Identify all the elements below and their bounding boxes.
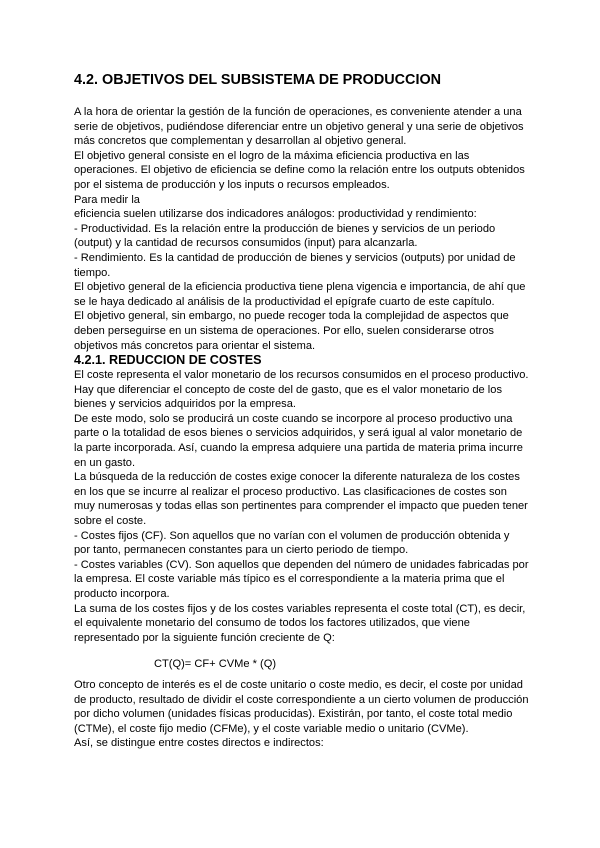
- text-line: - Costes variables (CV). Son aquellos que dependen del número de unidades fabricadas por: [74, 558, 529, 571]
- text-line: El objetivo general de la eficiencia productiva tiene plena vigencia e importancia, de ahí que: [74, 281, 526, 294]
- text-line: De este modo, solo se producirá un coste cuando se incorpore al proceso productivo una: [74, 412, 513, 425]
- text-line: - Costes fijos (CF). Son aquellos que no varían con el volumen de producción obtenida y: [74, 529, 510, 542]
- text-line: tiempo.: [74, 266, 111, 279]
- text-line: eficiencia suelen utilizarse dos indicadores análogos: productividad y rendimiento:: [74, 208, 477, 221]
- text-line: se le haya dedicado al análisis de la productividad el epígrafe cuarto de este capítulo.: [74, 295, 495, 308]
- text-line: parte o la totalidad de esos bienes o servicios adquiridos, y será igual al valor monetario de: [74, 427, 523, 440]
- subsection-title: 4.2.1. REDUCCION DE COSTES: [74, 353, 262, 368]
- text-line: bienes y servicios adquiridos por la empresa.: [74, 398, 296, 411]
- text-line: La búsqueda de la reducción de costes exige conocer la diferente naturaleza de los costes: [74, 471, 520, 484]
- text-line: por dicho volumen (unidades físicas producidas). Existirán, por tanto, el coste total medio: [74, 708, 513, 721]
- text-line: de producto, resultado de dividir el coste correspondiente a un cierto volumen de producción: [74, 693, 529, 706]
- text-line: A la hora de orientar la gestión de la función de operaciones, es conveniente atender a una: [74, 106, 522, 118]
- text-line: serie de objetivos, pudiéndose diferenciar entre un objetivo general y una serie de objetivos: [74, 120, 524, 133]
- text-line: producto incorpora.: [74, 588, 170, 600]
- text-line: objetivos más concretos para orientar el sistema.: [74, 339, 316, 352]
- text-line: sobre el coste.: [74, 515, 147, 528]
- text-line: - Productividad. Es la relación entre la producción de bienes y servicios de un periodo: [74, 222, 496, 235]
- cost-formula: CT(Q)= CF+ CVMe * (Q): [154, 658, 277, 671]
- unit-cost-paragraphs: [74, 678, 534, 751]
- text-line: Otro concepto de interés es el de coste unitario o coste medio, es decir, el coste por unidad: [74, 678, 523, 691]
- text-line: La suma de los costes fijos y de los costes variables representa el coste total (CT), es decir,: [74, 602, 526, 615]
- text-line: el equivalente monetario del consumo de todos los factores utilizados, que viene: [74, 617, 470, 630]
- text-line: deben perseguirse en un sistema de operaciones. Por ello, suelen considerarse otros: [74, 324, 494, 337]
- text-line: la empresa. El coste variable más típico es el correspondiente a la materia prima que el: [74, 573, 505, 586]
- text-line: Para medir la: [74, 193, 140, 206]
- text-line: más concretos que complementan y desarrollan al objetivo general.: [74, 135, 407, 148]
- text-line: - Rendimiento. Es la cantidad de producción de bienes y servicios (outputs) por unidad de: [74, 251, 516, 264]
- text-line: Hay que diferenciar el concepto de coste del de gasto, que es el valor monetario de los: [74, 383, 502, 396]
- text-line: por tanto, permanecen constantes para un cierto periodo de tiempo.: [74, 544, 409, 557]
- text-line: Así, se distingue entre costes directos e indirectos:: [74, 737, 324, 750]
- text-line: en los que se incurre al realizar el proceso productivo. Las clasificaciones de costes son: [74, 485, 507, 498]
- text-line: por el sistema de producción y los inputs o recursos empleados.: [74, 178, 390, 191]
- text-line: (output) y la cantidad de recursos consumidos (input) para alcanzarla.: [74, 237, 418, 250]
- text-line: muy numerosas y todas ellas son pertinentes para comprender el impacto que pueden tener: [74, 500, 528, 513]
- costs-paragraphs: [74, 368, 534, 645]
- text-line: la parte incorporada. Así, cuando la empresa adquiere una partida de materia prima incurre: [74, 442, 523, 455]
- text-line: El coste representa el valor monetario de los recursos consumidos en el proceso productivo.: [74, 369, 529, 382]
- section-title: 4.2. OBJETIVOS DEL SUBSISTEMA DE PRODUCCION: [74, 72, 442, 88]
- text-line: El objetivo general, sin embargo, no puede recoger toda la complejidad de aspectos que: [74, 310, 509, 323]
- text-line: operaciones. El objetivo de eficiencia se define como la relación entre los outputs obtenidos: [74, 164, 525, 177]
- text-line: (CTMe), el coste fijo medio (CFMe), y el coste variable medio o unitario (CVMe).: [74, 722, 469, 735]
- text-line: representado por la siguiente función creciente de Q:: [74, 631, 335, 644]
- text-line: en un gasto.: [74, 456, 136, 469]
- text-line: El objetivo general consiste en el logro de la máxima eficiencia productiva en las: [74, 149, 470, 162]
- intro-paragraphs: [74, 105, 534, 353]
- document-body: [74, 105, 534, 751]
